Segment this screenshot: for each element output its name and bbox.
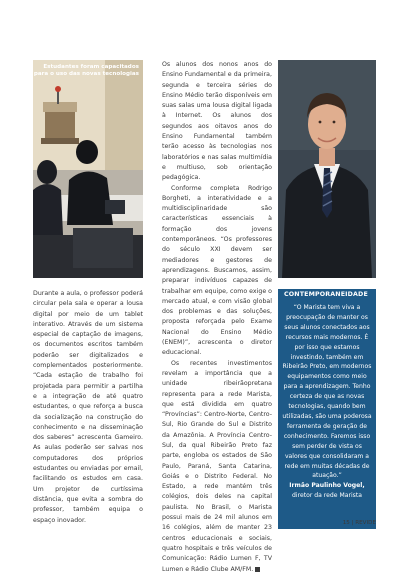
sidebar-author: Irmão Paulinho Vogel, (289, 482, 365, 490)
classroom-photo (33, 60, 143, 278)
article-paragraph: Conforme completa Rodrigo Borgheti, a interatividade e a multidisciplinaridade são características essenciais à formação dos jovens contemporâneos. “Os professores do século XXI devem ser mediadores e gestores de aprendizagens. Buscamos, assim, preparar indivíduos capazes de trabalhar em equipe, como exige o mercado atual, e com visão global dos problemas e das soluções, proposta reforçada pelo Exame Nacional do Ensino Médio (ENEM)”, acrescenta o diretor educacional. (162, 184, 272, 357)
article-middle-column (162, 60, 272, 575)
end-of-article-mark (255, 567, 260, 572)
photo-caption-line-2: para o uso das novas tecnologias (33, 70, 139, 77)
sidebar-author-role: diretor da rede Marista (292, 492, 362, 500)
photo-caption-line-1: Estudantes foram capacitados (43, 64, 139, 70)
article-paragraph-text: Os recentes investimentos revelam a importância que a unidade ribeirãopretana representa para a rede Marista, que está dividida em quatro “Províncias”: Centro-Norte, Centro-Sul, Rio Grande do Sul e Distrito da Amazônia. A Província Centro-Sul, da qual Ribeirão Preto faz parte, engloba os estados de São Paulo, Paraná, Santa Catarina, Goiás e o Distrito Federal. No Estado, a rede mantém três colégios, dois deles na capital paulista. No Brasil, o Marista possui mais de 24 mil alunos em 16 colégios, além de manter 23 centros educacionais e sociais, quatro hospitais e três veículos de Comunicação: Rádio Lumen F, TV Lumen e Rádio Clube AM/FM. (162, 359, 272, 573)
portrait-photo (278, 60, 376, 278)
photo-caption (33, 64, 139, 77)
article-left-column (33, 289, 143, 526)
article-paragraph: Os alunos dos nonos anos do Ensino Fundamental e da primeira, segunda e terceira séries do Ensino Médio terão disponíveis em suas salas uma lousa digital ligada à Internet. Os alunos dos segundos aos oitavos anos do Ensino Fundamental também terão acesso às tecnologias nos laboratórios e nas salas multimídia e multiuso, sob orientação pedagógica. (162, 61, 272, 182)
article-paragraph: Durante a aula, o professor poderá circular pela sala e operar a lousa digital por meio de um tablet interativo. Através de um sistema especial de captação de imagens, os documentos escritos também poderão ser digitalizados e complementados posteriormente. “Cada estação de trabalho foi projetada para permitir a partilha e a integração de até quatro estudantes, o que reforça a busca da socialização na construção do conhecimento e na disseminação dos saberes” acrescenta Gameiro. As aulas poderão ser salvas nos computadores dos próprios estudantes ou enviadas por email, facilitando os estudos em casa. Um projetor de curtíssima distância, que evita a sombra do professor, também equipa o espaço inovador. (33, 290, 143, 524)
sidebar-quote-text: “O Marista tem viva a preocupação de manter os seus alunos conectados aos recursos mais modernos. É por isso que estamos investindo, também em Ribeirão Preto, em modernos equipamentos como meio para a aprendizagem. Tenho certeza de que as novas tecnologias, quando bem utilizadas, são uma poderosa ferramenta de geração de conhecimento. Faremos isso sem perder de vista os valores que consolidaram a rede em muitas décadas de atuação.” (282, 304, 372, 480)
sidebar-quote (281, 303, 373, 501)
article-paragraph (162, 359, 272, 575)
sidebar-heading: CONTEMPORANEIDADE (284, 291, 368, 298)
page-footer: 15 | REVIDE (342, 520, 376, 526)
